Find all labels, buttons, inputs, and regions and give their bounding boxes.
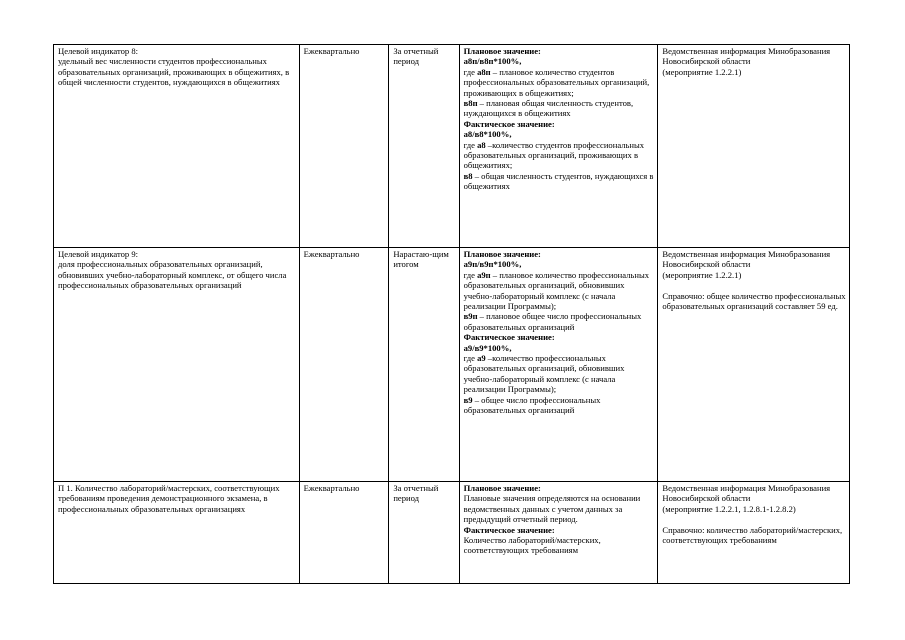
indicators-table <box>53 44 850 584</box>
plan-var-b-text: – плановое общее число профессиональных образовательных организаций <box>463 311 642 332</box>
frequency-text: Ежеквартально <box>303 46 360 56</box>
source-cell <box>658 248 850 482</box>
source-cell <box>658 45 850 248</box>
fact-var-a-symbol: а8 <box>477 139 486 150</box>
period-text: За отчетный период <box>393 46 439 67</box>
calculation-cell <box>459 248 658 482</box>
plan-var-a-text: – плановое количество профессиональных образовательных организаций, обновивших учебно-лабораторный комплекс (с начала реализации Программы); <box>463 269 650 312</box>
plan-formula: а9п/в9п*100%, <box>463 259 522 270</box>
plan-title: Плановое значение: <box>463 46 541 56</box>
period-cell <box>389 248 459 482</box>
fact-var-a-text: –количество студентов профессиональных образовательных организаций, проживающих в общежитиях; <box>463 139 645 171</box>
period-text: За отчетный период <box>393 483 439 504</box>
frequency-text: Ежеквартально <box>303 249 360 259</box>
indicator-description: удельный вес численности студентов профессиональных образовательных организаций, проживающих в общежитиях, в общей численности студентов, нуждающихся в общежитиях <box>58 56 290 88</box>
plan-var-b-symbol: в9п <box>463 311 478 322</box>
frequency-text: Ежеквартально <box>303 483 360 493</box>
fact-var-b-symbol: в9 <box>463 394 473 405</box>
fact-title: Фактическое значение: <box>463 332 555 343</box>
plan-var-a-prefix: где <box>463 66 478 77</box>
indicator-name-cell <box>54 45 300 248</box>
fact-var-b-text: – общая численность студентов, нуждающихся в общежитиях <box>463 170 654 192</box>
indicator-description: П 1. Количество лабораторий/мастерских, соответствующих требованиям проведения демонстрационного экзамена, в профессиональных образовательных организациях <box>58 483 280 514</box>
table-row <box>54 45 850 248</box>
source-text: Ведомственная информация Минобразования Новосибирской области <box>662 483 831 504</box>
source-cell <box>658 482 850 584</box>
calculation-cell <box>459 45 658 248</box>
source-activity: (мероприятие 1.2.2.1) <box>662 269 742 280</box>
fact-var-b-text: – общее число профессиональных образовательных организаций <box>463 394 601 416</box>
calculation-cell <box>459 482 658 584</box>
plan-var-a-prefix: где <box>463 269 478 280</box>
fact-var-a-prefix: где <box>463 139 478 150</box>
plan-var-b <box>464 98 655 119</box>
fact-formula: а8/в8*100%, <box>463 129 512 140</box>
fact-title: Фактическое значение: <box>463 524 555 535</box>
plan-formula: а8п/в8п*100%, <box>463 56 522 67</box>
fact-var-b-symbol: в8 <box>463 170 473 181</box>
table-row <box>54 248 850 482</box>
source-note: Справочно: количество лабораторий/мастерских, соответствующих требованиям <box>662 524 843 546</box>
fact-var-a-symbol: а9 <box>477 353 486 364</box>
spacer <box>662 514 846 524</box>
plan-title: Плановое значение: <box>463 483 541 493</box>
indicator-description: доля профессиональных образовательных организаций, обновивших учебно-лабораторный комплекс, от общего числа профессиональных образовательных организаций <box>58 259 287 291</box>
plan-var-a <box>464 270 655 312</box>
source-text: Ведомственная информация Минобразования Новосибирской области <box>662 249 831 270</box>
plan-var-a <box>464 67 655 98</box>
fact-var-b <box>464 395 655 416</box>
fact-title: Фактическое значение: <box>463 118 555 129</box>
fact-var-a <box>464 353 655 395</box>
frequency-cell <box>299 45 389 248</box>
indicator-title: Целевой индикатор 8: <box>58 46 139 56</box>
plan-var-b <box>464 311 655 332</box>
plan-text: Плановые значения определяются на основании ведомственных данных с учетом данных за предыдущий отчетный период. <box>463 493 641 525</box>
indicator-name-cell <box>54 248 300 482</box>
fact-formula: а9/в9*100%, <box>463 342 512 353</box>
source-activity: (мероприятие 1.2.2.1, 1.2.8.1-1.2.8.2) <box>662 503 796 514</box>
table-row <box>54 482 850 584</box>
period-text: Нарастаю-щим итогом <box>393 249 449 270</box>
source-note: Справочно: общее количество профессиональных образовательных организаций составляет 59 ед. <box>662 290 846 312</box>
source-activity: (мероприятие 1.2.2.1) <box>662 66 742 77</box>
plan-var-b-symbol: в8п <box>463 98 478 109</box>
plan-title: Плановое значение: <box>463 249 541 259</box>
frequency-cell <box>299 482 389 584</box>
plan-var-a-text: – плановое количество студентов профессиональных образовательных организаций, проживающих в общежитиях; <box>463 66 650 98</box>
plan-var-a-symbol: а8п <box>477 66 491 77</box>
plan-var-b-text: – плановая общая численность студентов, нуждающихся в общежитиях <box>463 98 634 119</box>
fact-var-a-text: –количество профессиональных образовательных организаций, обновивших учебно-лабораторный комплекс (с начала реализации Программы); <box>463 353 625 395</box>
period-cell <box>389 45 459 248</box>
source-text: Ведомственная информация Минобразования Новосибирской области <box>662 46 831 67</box>
period-cell <box>389 482 459 584</box>
indicator-title: Целевой индикатор 9: <box>58 249 139 259</box>
indicator-name-cell <box>54 482 300 584</box>
plan-var-a-symbol: а9п <box>477 269 491 280</box>
fact-text: Количество лабораторий/мастерских, соответствующих требованиям <box>463 535 601 556</box>
fact-var-a-prefix: где <box>463 353 478 364</box>
document-page <box>53 44 850 585</box>
fact-var-b <box>464 171 655 192</box>
frequency-cell <box>299 248 389 482</box>
fact-var-a <box>464 140 655 171</box>
spacer <box>662 280 846 290</box>
